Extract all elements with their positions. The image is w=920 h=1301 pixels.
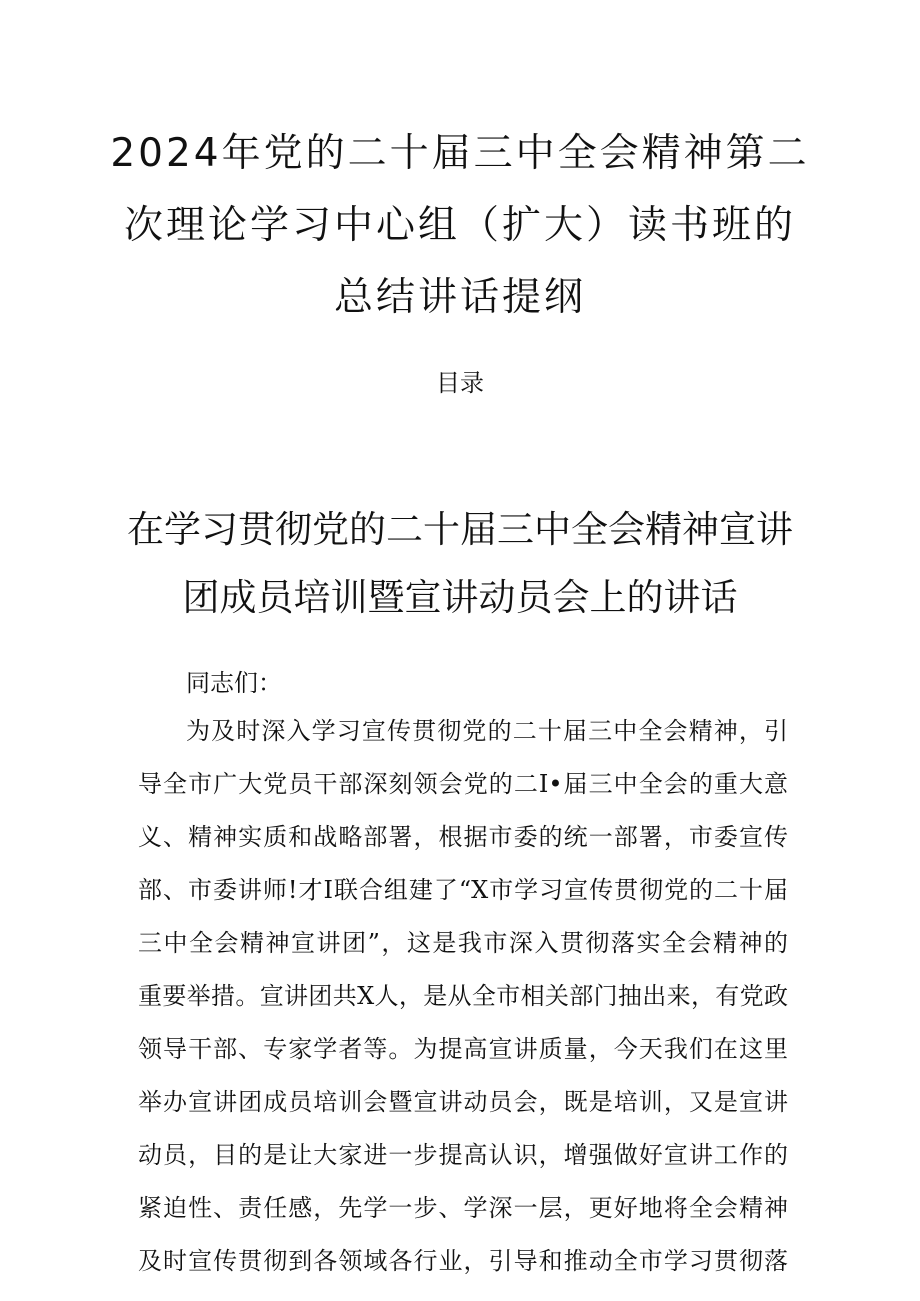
section-title-line: 团成员培训暨宣讲动员会上的讲话 [182,576,738,619]
body-paragraph [138,705,788,1288]
body-line: 为及时深入学习宣传贯彻党的二十届三中全会精神，引 [186,717,788,745]
document-title-line: 总结讲话提纲 [333,275,586,320]
document-title-line: 次理论学习中心组（扩大）读书班的 [123,203,796,248]
document-title-line: 2024年党的二十届三中全会精神第二 [110,131,810,176]
table-of-contents-label: 目录 [436,369,484,397]
body-line: 及时宣传贯彻到各领域各行业，引导和推动全市学习贯彻落 [138,1247,788,1275]
body-line: 部、市委讲师!才I联合组建了“X市学习宣传贯彻党的二十届 [138,876,788,904]
body-line: 重要举措。宣讲团共X人，是从全市相关部门抽出来，有党政 [138,982,788,1010]
section-title-line: 在学习贯彻党的二十届三中全会精神宣讲 [127,508,793,551]
body-line: 导全市广大党员干部深刻领会党的二I•届三中全会的重大意 [138,770,788,798]
salutation: 同志们： [186,669,282,697]
section-title [0,496,920,632]
document-title [0,118,920,334]
body-line: 动员，目的是让大家进一步提高认识，增强做好宣讲工作的 [138,1141,788,1169]
body-line: 义、精神实质和战略部署，根据市委的统一部署，市委宣传 [138,823,788,851]
body-line: 领导干部、专家学者等。为提高宣讲质量，今天我们在这里 [138,1035,788,1063]
body-line: 举办宣讲团成员培训会暨宣讲动员会，既是培训，又是宣讲 [138,1088,788,1116]
body-line: 三中全会精神宣讲团”，这是我市深入贯彻落实全会精神的 [138,929,788,957]
body-line: 紧迫性、责任感，先学一步、学深一层，更好地将全会精神 [138,1194,788,1222]
